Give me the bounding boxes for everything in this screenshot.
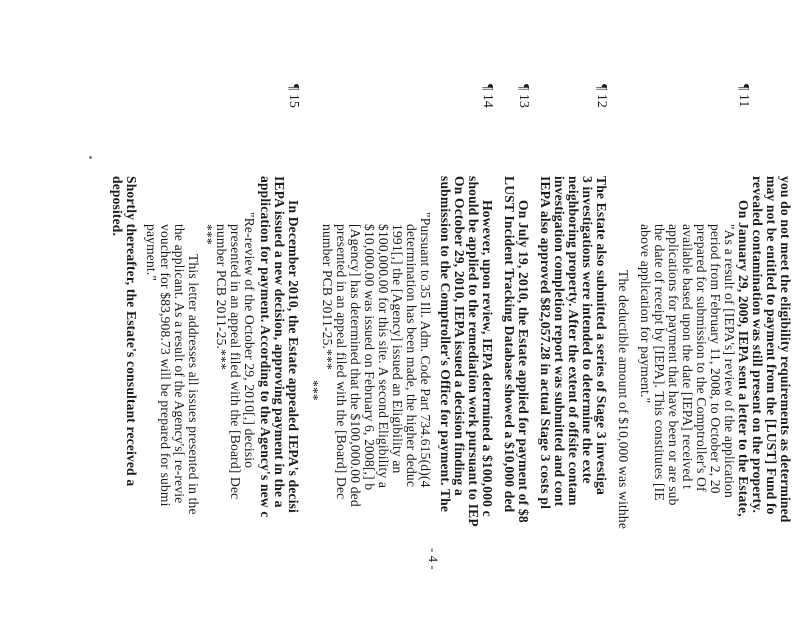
text-line: should be applied to the remediation work pursuant to IEP [466, 176, 481, 527]
text-line: number PCB 2011-25.*** [214, 224, 229, 370]
text-line: investigation completion report was submitted and cont [552, 176, 567, 507]
text-line: submission to the Comptroller's Office for payment. The [438, 176, 453, 512]
text-line: 1991[,] the [Agency] issued an Eligibility an [390, 224, 405, 474]
text-line: However, upon review, IEPA determined a $100,000 c [480, 200, 495, 517]
text-line: deposited. [110, 176, 125, 237]
text-line: On October 29, 2010, IEPA issued a decision finding a [452, 176, 467, 496]
paragraph-mark: ¶ 12 [594, 84, 609, 108]
text-line: presented in an appeal filed with the [Board] Dec [334, 224, 349, 500]
text-line: IEPA also approved $82,057.28 in actual Stage 3 costs pl [538, 176, 553, 510]
text-line: you do not meet the eligibility requirements as determined [778, 176, 793, 523]
text-line: In December 2010, the Estate appealed IEPA's decisi [286, 200, 301, 513]
text-line: IEPA issued a new decision, approving payment in the a [272, 176, 287, 508]
text-line: voucher for $83,908.73 will be prepared for submi [158, 224, 173, 507]
text-line: applications for payment that have been or are sub [666, 224, 681, 506]
text-line: payment." [144, 224, 159, 282]
text-line: $10,000.00 was issued on February 6, 2008[,] b [362, 224, 377, 491]
text-line: On January 29, 2009, IEPA sent a letter to the Estate, [736, 200, 751, 517]
paragraph-mark: ¶ 15 [286, 84, 301, 108]
text-line: the date of receipt by [IEPA]. This constitutes [IE [652, 224, 667, 501]
text-line: presented in an appeal filed with the [Board] Dec [228, 224, 243, 500]
text-line: $100,000.00 for this site. A second Eligibility a [376, 224, 391, 489]
text-line: may not be entitled to payment from the [LUST] Fund fo [764, 176, 779, 515]
page-number: - 4 - [426, 548, 441, 570]
text-line: *** [306, 380, 321, 401]
text-line: The deductible amount of $10,000 was withhe [616, 270, 631, 530]
text-line: This letter addresses all issues presented in the [186, 254, 201, 515]
text-line: above application for payment." [638, 224, 653, 404]
text-line: application for payment. According to the Agency's new c [258, 176, 273, 518]
text-line: the applicant. As a result of the Agency's[ re-revie [172, 224, 187, 504]
text-line: 3 investigations were intended to determine the exte [580, 176, 595, 484]
text-line: "Pursuant to 35 Ill. Adm. Code Part 734.615(d)(4 [418, 212, 433, 488]
scan-artifact [89, 156, 92, 159]
text-line: LUST Incident Tracking Database showed a $10,000 ded [502, 176, 517, 513]
paragraph-mark: ¶ 11 [736, 84, 751, 108]
text-line: "As a result of [IEPA's] review of the application [722, 224, 737, 498]
paragraph-mark: ¶ 14 [480, 84, 495, 108]
text-line: On July 19, 2010, the Estate applied for payment of $8 [516, 200, 531, 523]
paragraph-mark: ¶ 13 [516, 84, 531, 108]
text-line: period from February 11, 2008, to October 2, 20 [708, 224, 723, 494]
text-line: neighboring property. After the extent of offsite contam [566, 176, 581, 506]
text-line: *** [200, 224, 215, 245]
text-line: determination has been made, the higher deduc [404, 224, 419, 488]
text-line: Shortly thereafter, the Estate's consultant received a [124, 176, 139, 487]
text-line: prepared for submission to the Comptroller's Of [694, 224, 709, 492]
text-line: "Re-review of the October 29, 2010[,] decisio [242, 212, 257, 469]
text-line: revealed contamination was still present on the property. [750, 176, 765, 514]
text-line: number PCB 2011-25.*** [320, 224, 335, 370]
text-line: [Agency] has determined that the $100,000.00 ded [348, 224, 363, 507]
text-line: The Estate also submitted a series of Stage 3 investiga [594, 176, 609, 496]
text-line: available based upon the date [IEPA] received t [680, 224, 695, 490]
